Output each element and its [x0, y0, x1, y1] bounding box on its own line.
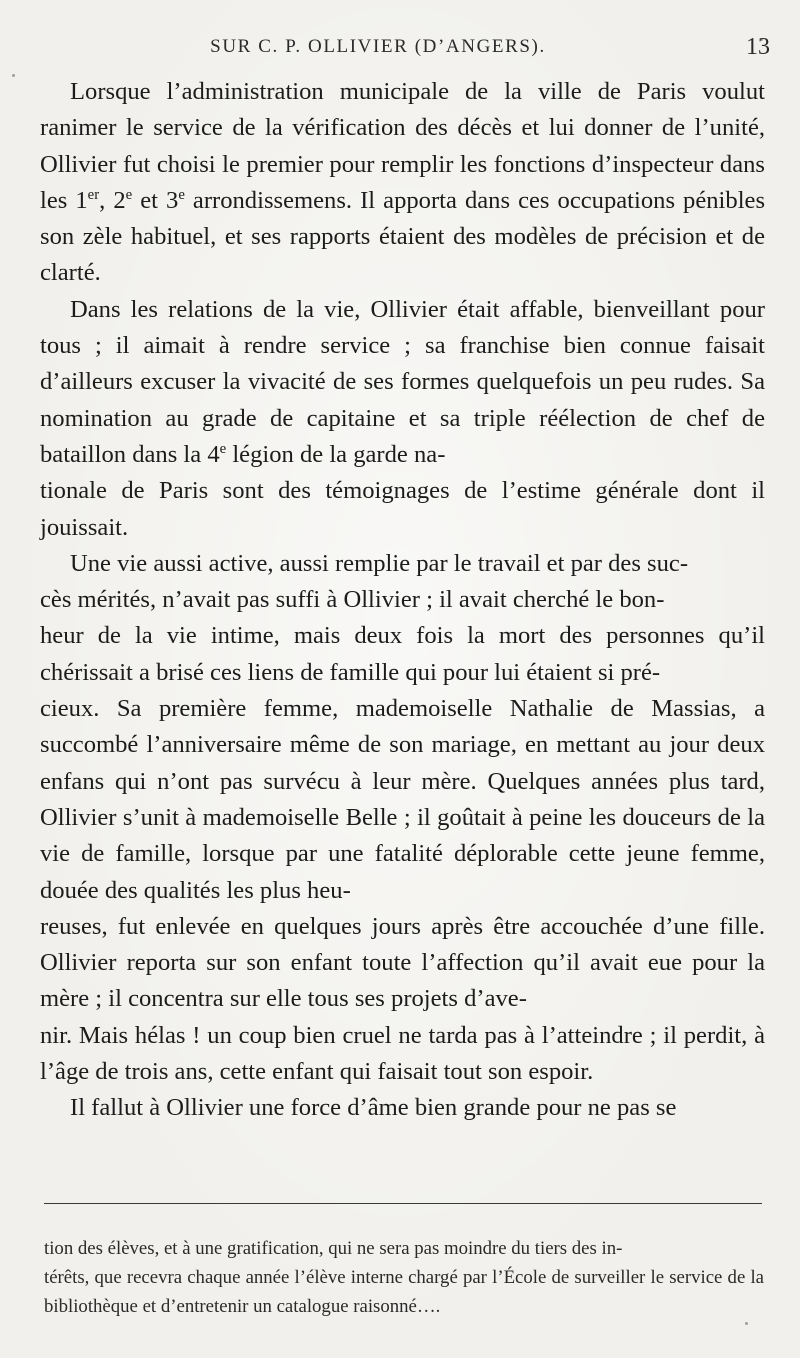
- running-title: SUR C. P. OLLIVIER (D’ANGERS).: [210, 36, 546, 57]
- text-line: reuses, fut enlevée en quelques jours après être accouchée d’une: [40, 912, 709, 940]
- text-line: peine les douceurs de la vie de famille, lorsque par une fatalité: [40, 803, 765, 868]
- text-line: pour tous ; il aimait à rendre service ; sa franchise bien connue: [40, 295, 765, 360]
- footnote-line: tion des élèves, et à une gratification, qui ne sera pas moindre du tiers des in-: [44, 1238, 623, 1259]
- paragraph-force-d-ame: [40, 1090, 765, 1126]
- text-line: jour deux enfans qui n’ont pas survécu à leur mère. Quelques: [40, 731, 765, 795]
- footnote-rule: [44, 1203, 762, 1204]
- text-line: espoir.: [528, 1058, 594, 1086]
- text-line: Lorsque l’administration municipale de la ville de Paris voulut: [70, 78, 765, 105]
- text-line: Il fallut à Ollivier une force d’âme bien grande pour ne pas se: [70, 1094, 677, 1122]
- ordinal-superscript: e: [178, 187, 185, 204]
- print-speck: [12, 74, 15, 77]
- text-line: années plus tard, Ollivier s’unit à mademoiselle Belle ; il goûtait à: [40, 767, 765, 831]
- footnote-line: le service de la bibliothèque et d’entretenir un catalogue raisonné….: [44, 1267, 764, 1317]
- text-fragment: arrondissemens. Il apporta dans: [184, 186, 511, 214]
- text-line: l’unité, Ollivier fut choisi le premier pour remplir les fonctions: [40, 114, 766, 178]
- footnote-text: [44, 1234, 764, 1321]
- text-line: tionale de Paris sont des témoignages de l’estime générale dont il: [40, 477, 765, 505]
- text-line: Dans les relations de la vie, Ollivier était affable, bienveillant: [70, 295, 710, 323]
- text-line: peu rudes. Sa nomination au grade de capitaine et sa triple: [40, 368, 765, 432]
- ordinal-superscript: e: [219, 441, 227, 458]
- text-line: il perdit, à l’âge de trois ans, cette enfant qui faisait tout son: [40, 1021, 766, 1086]
- text-line: cès mérités, n’avait pas suffi à Ollivier ; il avait cherché le bon-: [40, 586, 665, 614]
- text-line: faisait d’ailleurs excuser la vivacité de ses formes quelquefois un: [40, 332, 765, 396]
- text-line: heur de la vie intime, mais deux fois la mort des personnes qu’il: [40, 622, 765, 650]
- text-line: succombé l’anniversaire même de son mariage, en mettant au: [40, 731, 662, 759]
- text-line: nir. Mais hélas ! un coup bien cruel ne tarda pas à l’atteindre ;: [40, 1021, 657, 1049]
- ordinal-superscript: e: [125, 187, 133, 204]
- text-line: jouissait.: [40, 513, 129, 541]
- footnote: [44, 1234, 764, 1321]
- running-head: [40, 34, 776, 68]
- body-text: [40, 74, 765, 1127]
- text-fragment: réélection de chef de bataillon dans la 4: [40, 404, 765, 468]
- text-line: Une vie aussi active, aussi remplie par le travail et par des suc-: [70, 549, 689, 577]
- footnote-line: térêts, que recevra chaque année l’élève interne chargé par l’École de surveiller: [44, 1267, 646, 1288]
- paragraph-administration: [40, 74, 765, 292]
- text-line: eue pour la mère ; il concentra sur elle tous ses projets d’ave-: [40, 949, 765, 1013]
- print-speck: [760, 38, 763, 41]
- text-fragment: légion de la garde na-: [226, 440, 446, 468]
- text-fragment: , 2: [99, 186, 126, 214]
- text-line: ces occupations pénibles son zèle habituel, et ses rapports étaient: [40, 186, 766, 251]
- text-line: déplorable cette jeune femme, douée des qualités les plus heu-: [40, 840, 765, 904]
- text-line: des modèles de précision et de clarté.: [40, 223, 766, 287]
- text-fragment: d’inspecteur dans les 1: [40, 150, 766, 214]
- text-line: cieux. Sa première femme, mademoiselle Nathalie de Massias, a: [40, 695, 765, 723]
- ordinal-superscript: er: [87, 187, 100, 204]
- text-fragment: et 3: [132, 186, 179, 214]
- text-line: chérissait a brisé ces liens de famille qui pour lui étaient si pré-: [40, 658, 661, 686]
- print-speck: [745, 1322, 748, 1325]
- paragraph-relations: [40, 292, 765, 546]
- paragraph-vie-intime: [40, 546, 765, 1090]
- page-number: 13: [746, 34, 770, 60]
- text-line: fille. Ollivier reporta sur son enfant toute l’affection qu’il avait: [40, 912, 765, 977]
- text-line: ranimer le service de la vérification des décès et lui donner de: [40, 114, 686, 142]
